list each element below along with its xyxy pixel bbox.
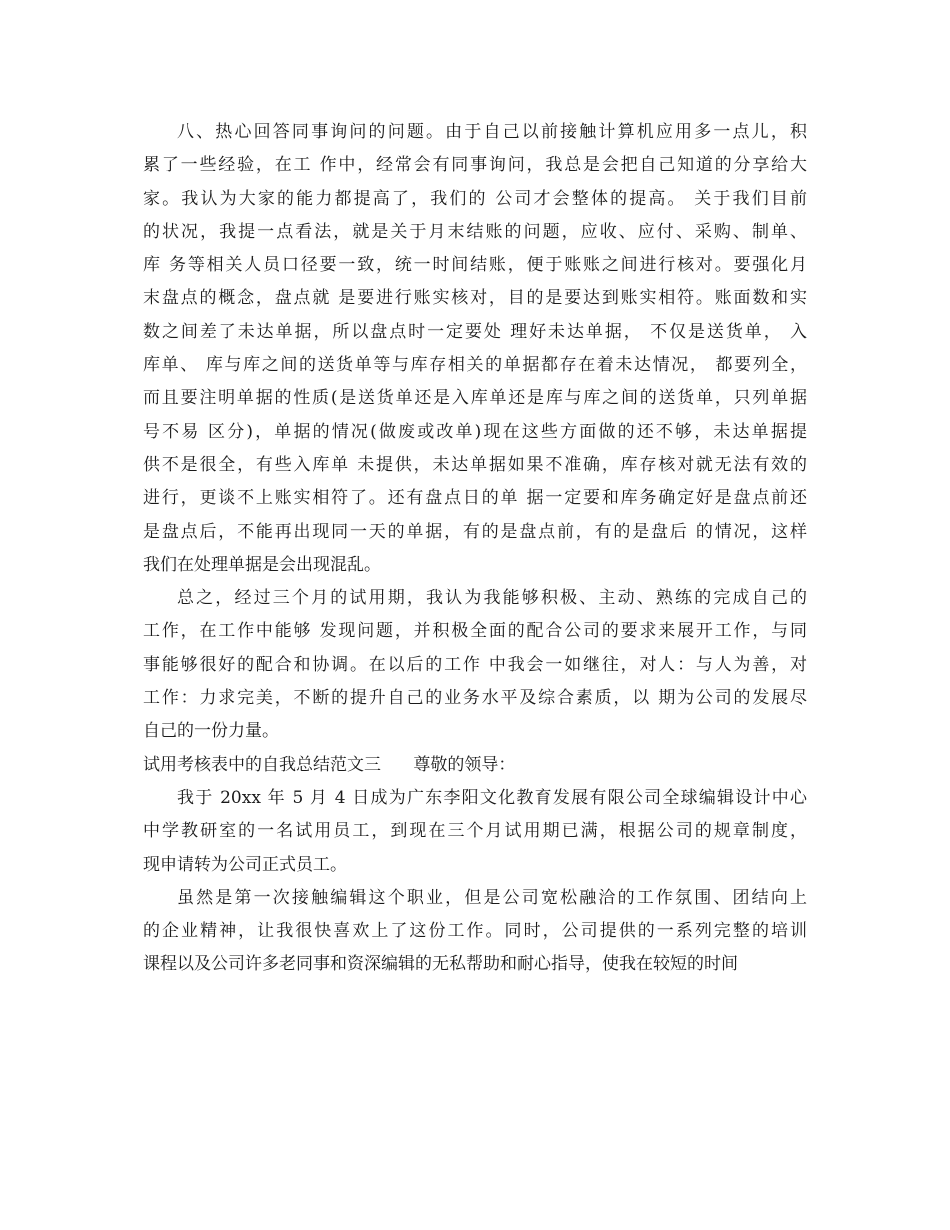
text-line: 自己的一份力量。	[143, 721, 279, 742]
text-line: 虽然是第一次接触编辑这个职业，但是公司宽松融洽的工作氛围、团结向上	[177, 887, 807, 908]
paragraph	[143, 882, 807, 982]
text-line: 供不是很全，有些入库单 未提供，未达单据如果不准确，库存核对就无法有效的	[143, 454, 807, 475]
document-body	[143, 116, 807, 982]
text-line: 的状况，我提一点看法，就是关于月末结账的问题，应收、应付、采购、制单、	[143, 221, 807, 242]
text-line: 家。我认为大家的能力都提高了，我们的 公司才会整体的提高。 关于我们目前	[143, 188, 807, 209]
text-line: 试用考核表中的自我总结范文三 尊敬的领导：	[143, 754, 516, 775]
text-line: 工作，在工作中能够 发现问题，并积极全面的配合公司的要求来展开工作，与同	[143, 621, 807, 642]
text-line: 总之，经过三个月的试用期，我认为我能够积极、主动、熟练的完成自己的	[177, 588, 807, 609]
paragraph	[143, 582, 807, 748]
text-line: 工作：力求完美，不断的提升自己的业务水平及综合素质，以 期为公司的发展尽	[143, 688, 807, 709]
text-line: 数之间差了未达单据，所以盘点时一定要处 理好未达单据， 不仅是送货单， 入	[143, 321, 807, 342]
text-line: 我们在处理单据是会出现混乱。	[143, 554, 381, 575]
text-line: 末盘点的概念，盘点就 是要进行账实核对，目的是要达到账实相符。账面数和实	[143, 288, 807, 309]
paragraph	[143, 116, 807, 582]
text-line: 中学教研室的一名试用员工，到现在三个月试用期已满，根据公司的规章制度，	[143, 821, 807, 842]
text-line: 的企业精神，让我很快喜欢上了这份工作。同时，公司提供的一系列完整的培训	[143, 921, 807, 942]
text-line: 课程以及公司许多老同事和资深编辑的无私帮助和耐心指导，使我在较短的时间	[143, 954, 738, 975]
text-line: 库 务等相关人员口径要一致，统一时间结账，便于账账之间进行核对。要强化月	[143, 255, 807, 276]
text-line: 号不易 区分)，单据的情况(做废或改单)现在这些方面做的还不够，未达单据提	[143, 421, 807, 442]
text-line: 累了一些经验，在工 作中，经常会有同事询问，我总是会把自己知道的分享给大	[143, 155, 807, 176]
paragraph	[143, 782, 807, 882]
text-line: 现申请转为公司正式员工。	[143, 854, 347, 875]
text-line: 我于 20xx 年 5 月 4 日成为广东李阳文化教育发展有限公司全球编辑设计中心	[177, 787, 807, 808]
text-line: 进行，更谈不上账实相符了。还有盘点日的单 据一定要和库务确定好是盘点前还	[143, 488, 807, 509]
text-line: 事能够很好的配合和协调。在以后的工作 中我会一如继往，对人：与人为善，对	[143, 654, 807, 675]
paragraph	[143, 749, 807, 782]
text-line: 而且要注明单据的性质(是送货单还是入库单还是库与库之间的送货单，只列单据	[143, 388, 807, 409]
text-line: 是盘点后，不能再出现同一天的单据，有的是盘点前，有的是盘后 的情况，这样	[143, 521, 807, 542]
text-line: 八、热心回答同事询问的问题。由于自己以前接触计算机应用多一点儿，积	[177, 122, 807, 142]
text-line: 库单、 库与库之间的送货单等与库存相关的单据都存在着未达情况， 都要列全，	[143, 355, 807, 376]
